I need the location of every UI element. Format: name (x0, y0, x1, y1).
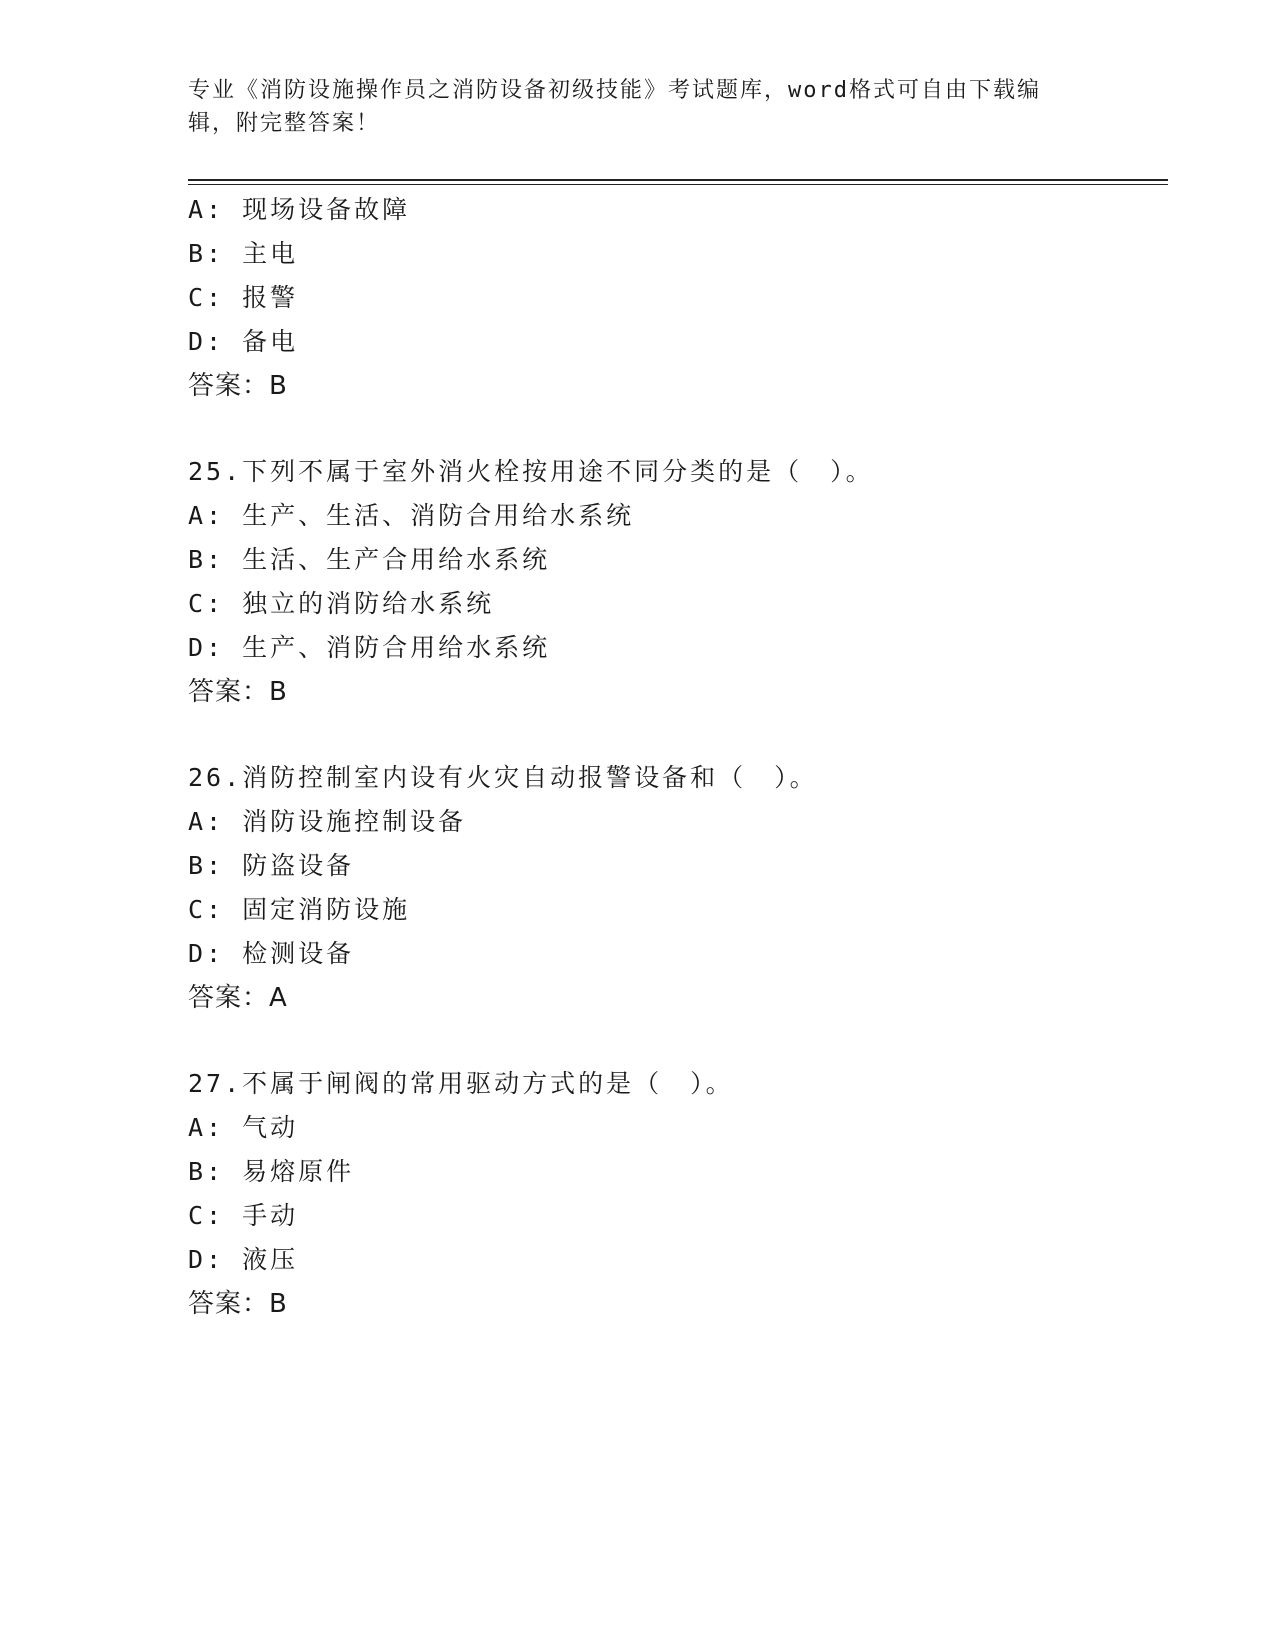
option-a: A: 消防设施控制设备 (188, 807, 467, 836)
option-d: D: 生产、消防合用给水系统 (188, 633, 551, 662)
question-stem: 27.不属于闸阀的常用驱动方式的是（ ）。 (188, 1069, 734, 1098)
option-b: B: 主电 (188, 239, 299, 268)
option-a: A: 现场设备故障 (188, 195, 411, 224)
document-header: 专业《消防设施操作员之消防设备初级技能》考试题库，word格式可自由下载编辑，附完整答案！ (188, 78, 1041, 136)
option-d: D: 液压 (188, 1245, 299, 1274)
option-c: C: 手动 (188, 1201, 299, 1230)
option-a: A: 气动 (188, 1113, 299, 1142)
question-stem: 26.消防控制室内设有火灾自动报警设备和（ ）。 (188, 763, 818, 792)
header-rule-thin (188, 184, 1168, 185)
answer: 答案：B (188, 371, 288, 401)
option-d: D: 备电 (188, 327, 299, 356)
answer: 答案：B (188, 677, 288, 707)
option-b: B: 生活、生产合用给水系统 (188, 545, 551, 574)
header-rule-thick (188, 179, 1168, 181)
option-b: B: 防盗设备 (188, 851, 355, 880)
option-c: C: 独立的消防给水系统 (188, 589, 495, 618)
option-a: A: 生产、生活、消防合用给水系统 (188, 501, 635, 530)
option-d: D: 检测设备 (188, 939, 355, 968)
answer: 答案：B (188, 1289, 288, 1319)
option-b: B: 易熔原件 (188, 1157, 355, 1186)
question-stem: 25.下列不属于室外消火栓按用途不同分类的是（ ）。 (188, 457, 874, 486)
option-c: C: 报警 (188, 283, 299, 312)
answer: 答案：A (188, 983, 288, 1013)
option-c: C: 固定消防设施 (188, 895, 411, 924)
